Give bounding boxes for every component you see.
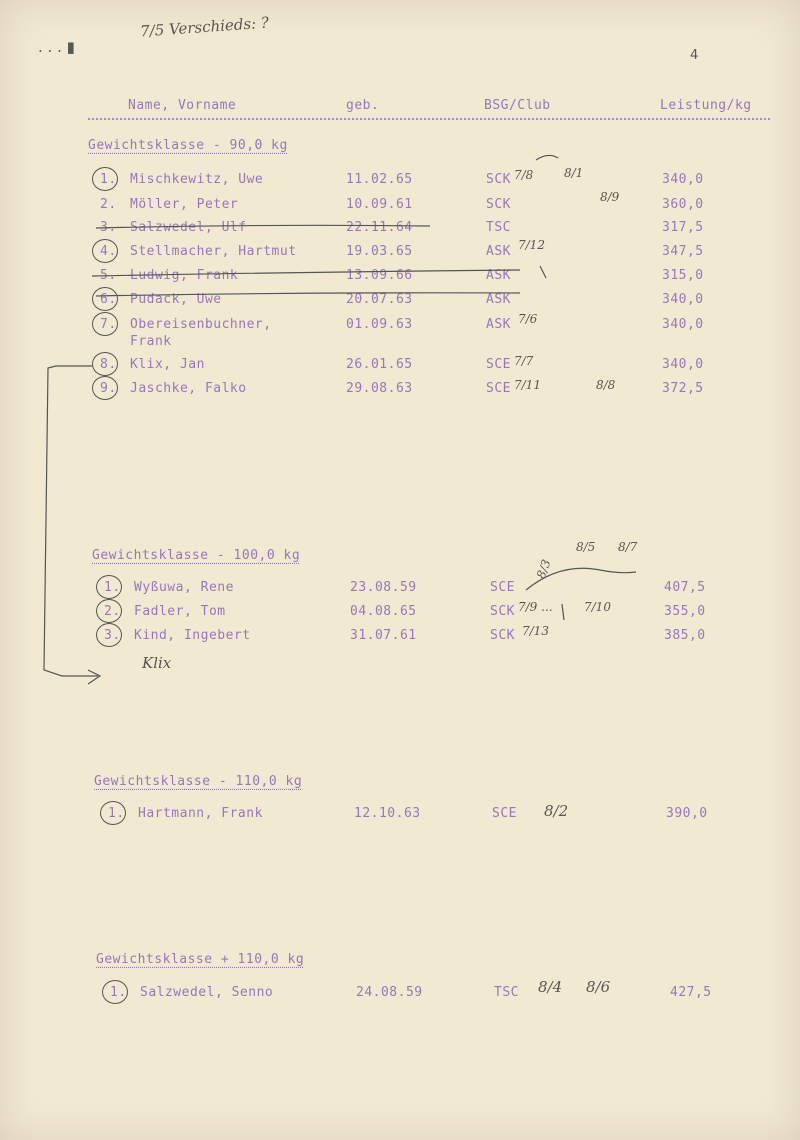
row-club: SCE — [492, 806, 517, 821]
row-result: 315,0 — [662, 268, 704, 283]
row-name: Obereisenbuchner, — [130, 317, 272, 332]
tick-mark — [540, 266, 546, 278]
header-name: Name, Vorname — [128, 98, 237, 113]
row-handwritten-note: 7/13 — [522, 624, 549, 638]
row-club: ASK — [486, 268, 511, 283]
margin-dots: . . . ▮ — [38, 38, 75, 56]
row-handwritten-note: 7/12 — [518, 238, 545, 252]
row-name: Salzwedel, Senno — [140, 985, 274, 1000]
row-name: Möller, Peter — [130, 197, 239, 212]
row-born: 24.08.59 — [356, 985, 423, 1000]
row-club: ASK — [486, 292, 511, 307]
row-result: 390,0 — [666, 806, 708, 821]
class-heading-90: Gewichtsklasse - 90,0 kg — [88, 138, 288, 153]
row-handwritten-note: 7/9 ... — [518, 600, 553, 614]
row-result: 372,5 — [662, 381, 704, 396]
row-handwritten-note: 7/11 — [514, 378, 541, 392]
row-name: Mischkewitz, Uwe — [130, 172, 264, 187]
row-name: Pudack, Uwe — [130, 292, 222, 307]
row-number: 1. — [108, 806, 125, 821]
row-name: Kind, Ingebert — [134, 628, 251, 643]
row-result: 385,0 — [664, 628, 706, 643]
row-name: Hartmann, Frank — [138, 806, 263, 821]
row-number: 1. — [100, 172, 117, 187]
row-born: 04.08.65 — [350, 604, 417, 619]
page-number: 4 — [690, 48, 699, 63]
scribble-mark — [536, 155, 558, 160]
row-name: Ludwig, Frank — [130, 268, 239, 283]
curve-mark — [526, 568, 636, 590]
row-handwritten-note: 7/8 — [514, 168, 534, 182]
divider-mark — [562, 604, 564, 620]
row-born: 22.11.64 — [346, 220, 413, 235]
row-club: SCE — [486, 357, 511, 372]
row-number: 1. — [104, 580, 121, 595]
row-born: 29.08.63 — [346, 381, 413, 396]
row-number: 5. — [100, 268, 117, 283]
class-heading-110: Gewichtsklasse - 110,0 kg — [94, 774, 303, 789]
row-born: 19.03.65 — [346, 244, 413, 259]
row-name: Fadler, Tom — [134, 604, 226, 619]
handwritten-klix: Klix — [142, 654, 172, 672]
row-club: SCK — [490, 628, 515, 643]
row-name: Jaschke, Falko — [130, 381, 247, 396]
header-born: geb. — [346, 98, 380, 113]
row-result: 427,5 — [670, 985, 712, 1000]
move-arrow-line — [44, 366, 98, 676]
row-name: Stellmacher, Hartmut — [130, 244, 297, 259]
row-result: 340,0 — [662, 172, 704, 187]
row-born: 13.09.66 — [346, 268, 413, 283]
row-born: 01.09.63 — [346, 317, 413, 332]
strikethrough-line — [96, 293, 520, 296]
row-name: Klix, Jan — [130, 357, 205, 372]
row-name-continued: Frank — [130, 334, 172, 349]
row-number: 4. — [100, 244, 117, 259]
side-note: 8/8 — [596, 378, 616, 392]
top-handwritten-note: 7/5 Verschieds: ? — [139, 13, 270, 41]
side-note: 8/7 — [618, 540, 638, 554]
move-arrow-head — [88, 670, 100, 684]
row-club: TSC — [494, 985, 519, 1000]
side-note: 8/3 — [533, 557, 554, 581]
row-result: 407,5 — [664, 580, 706, 595]
row-number: 2. — [100, 197, 117, 212]
row-result: 360,0 — [662, 197, 704, 212]
row-number: 8. — [100, 357, 117, 372]
row-born: 26.01.65 — [346, 357, 413, 372]
row-result: 317,5 — [662, 220, 704, 235]
row-result: 347,5 — [662, 244, 704, 259]
row-club: SCK — [486, 197, 511, 212]
row-result: 340,0 — [662, 357, 704, 372]
row-born: 23.08.59 — [350, 580, 417, 595]
row-result: 340,0 — [662, 292, 704, 307]
strikethrough-line — [96, 225, 430, 228]
row-handwritten-note: 8/2 — [544, 802, 569, 820]
strikethrough-line — [92, 270, 520, 276]
row-born: 31.07.61 — [350, 628, 417, 643]
row-club: SCK — [490, 604, 515, 619]
row-handwritten-note: 7/6 — [518, 312, 538, 326]
row-handwritten-note: 8/4 — [538, 978, 563, 996]
row-club: ASK — [486, 244, 511, 259]
row-born: 10.09.61 — [346, 197, 413, 212]
row-name: Wyßuwa, Rene — [134, 580, 234, 595]
side-note: 7/10 — [584, 600, 611, 614]
row-result: 355,0 — [664, 604, 706, 619]
row-born: 20.07.63 — [346, 292, 413, 307]
row-number: 6. — [100, 292, 117, 307]
row-number: 7. — [100, 317, 117, 332]
side-note: 8/5 — [576, 540, 596, 554]
row-club: SCE — [486, 381, 511, 396]
row-born: 11.02.65 — [346, 172, 413, 187]
class-heading-plus-110: Gewichtsklasse + 110,0 kg — [96, 952, 305, 967]
row-club: SCE — [490, 580, 515, 595]
row-name: Salzwedel, Ulf — [130, 220, 247, 235]
side-note: 8/1 — [564, 166, 584, 180]
row-born: 12.10.63 — [354, 806, 421, 821]
header-club: BSG/Club — [484, 98, 551, 113]
row-number: 2. — [104, 604, 121, 619]
side-note: 8/6 — [586, 978, 611, 996]
row-number: 9. — [100, 381, 117, 396]
row-number: 3. — [100, 220, 117, 235]
header-result: Leistung/kg — [660, 98, 752, 113]
row-number: 3. — [104, 628, 121, 643]
row-club: TSC — [486, 220, 511, 235]
class-heading-100: Gewichtsklasse - 100,0 kg — [92, 548, 301, 563]
row-result: 340,0 — [662, 317, 704, 332]
row-club: ASK — [486, 317, 511, 332]
side-note: 8/9 — [600, 190, 620, 204]
row-handwritten-note: 7/7 — [514, 354, 534, 368]
row-number: 1. — [110, 985, 127, 1000]
row-club: SCK — [486, 172, 511, 187]
